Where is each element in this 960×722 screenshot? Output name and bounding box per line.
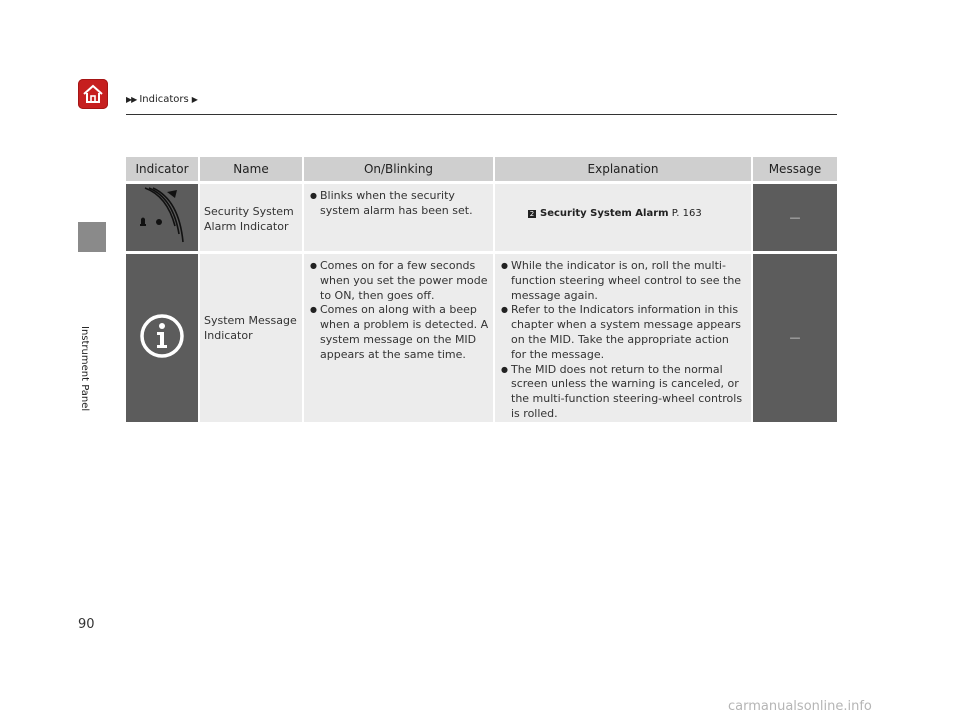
explanation-cell	[495, 251, 753, 422]
explanation-item: ● The MID does not return to the normal screen unless the warning is canceled, or the multi-function steering-wheel controls is rolled.	[501, 363, 747, 422]
message-cell	[753, 181, 837, 251]
indicator-name: System Message Indicator	[204, 314, 297, 342]
chapter-label: Instrument Panel	[79, 326, 90, 412]
col-header-name: Name	[200, 157, 304, 181]
page-reference-link[interactable]	[495, 184, 751, 219]
reference-page: P. 163	[671, 208, 702, 219]
on-blinking-item: ● Blinks when the security system alarm has been set.	[310, 189, 489, 219]
home-icon	[81, 82, 105, 106]
on-blinking-cell	[304, 251, 495, 422]
watermark: carmanualsonline.info	[728, 699, 872, 714]
info-i-icon	[138, 312, 186, 360]
message-value: —	[789, 211, 801, 224]
col-header-explanation: Explanation	[495, 157, 753, 181]
col-header-message: Message	[753, 157, 837, 181]
breadcrumb-link-indicators[interactable]: Indicators	[139, 94, 189, 105]
message-cell	[753, 251, 837, 422]
table-row	[126, 251, 837, 422]
indicator-cell	[126, 181, 200, 251]
reference-arrow-icon: 2	[529, 210, 535, 218]
indicator-table	[126, 157, 837, 422]
explanation-item: ● Refer to the Indicators information in this chapter when a system message appears on the MID. Take the appropriate action for the message.	[501, 303, 747, 362]
header-rule	[126, 114, 837, 115]
breadcrumb-trail-arrow: ▶	[191, 95, 198, 104]
indicator-name: Security System Alarm Indicator	[204, 205, 294, 233]
security-system-alarm-icon	[131, 186, 193, 248]
table-row	[126, 181, 837, 251]
explanation-item: ● While the indicator is on, roll the multi-function steering wheel control to see the message again.	[501, 259, 747, 303]
table-header-row	[126, 157, 837, 181]
breadcrumb-arrows: ▶▶	[126, 95, 137, 104]
col-header-indicator: Indicator	[126, 157, 200, 181]
name-cell	[200, 181, 304, 251]
name-cell	[200, 251, 304, 422]
reference-title: Security System Alarm	[540, 208, 669, 219]
indicator-cell	[126, 251, 200, 422]
explanation-cell	[495, 181, 753, 251]
on-blinking-item: ● Comes on along with a beep when a problem is detected. A system message on the MID appears at the same time.	[310, 303, 489, 362]
on-blinking-item: ● Comes on for a few seconds when you set the power mode to ON, then goes off.	[310, 259, 489, 303]
chapter-tab[interactable]	[78, 222, 106, 252]
on-blinking-cell	[304, 181, 495, 251]
breadcrumb	[126, 94, 198, 105]
col-header-on-blinking: On/Blinking	[304, 157, 495, 181]
message-value: —	[789, 331, 801, 345]
page-number: 90	[78, 617, 95, 632]
home-button[interactable]	[78, 79, 108, 109]
